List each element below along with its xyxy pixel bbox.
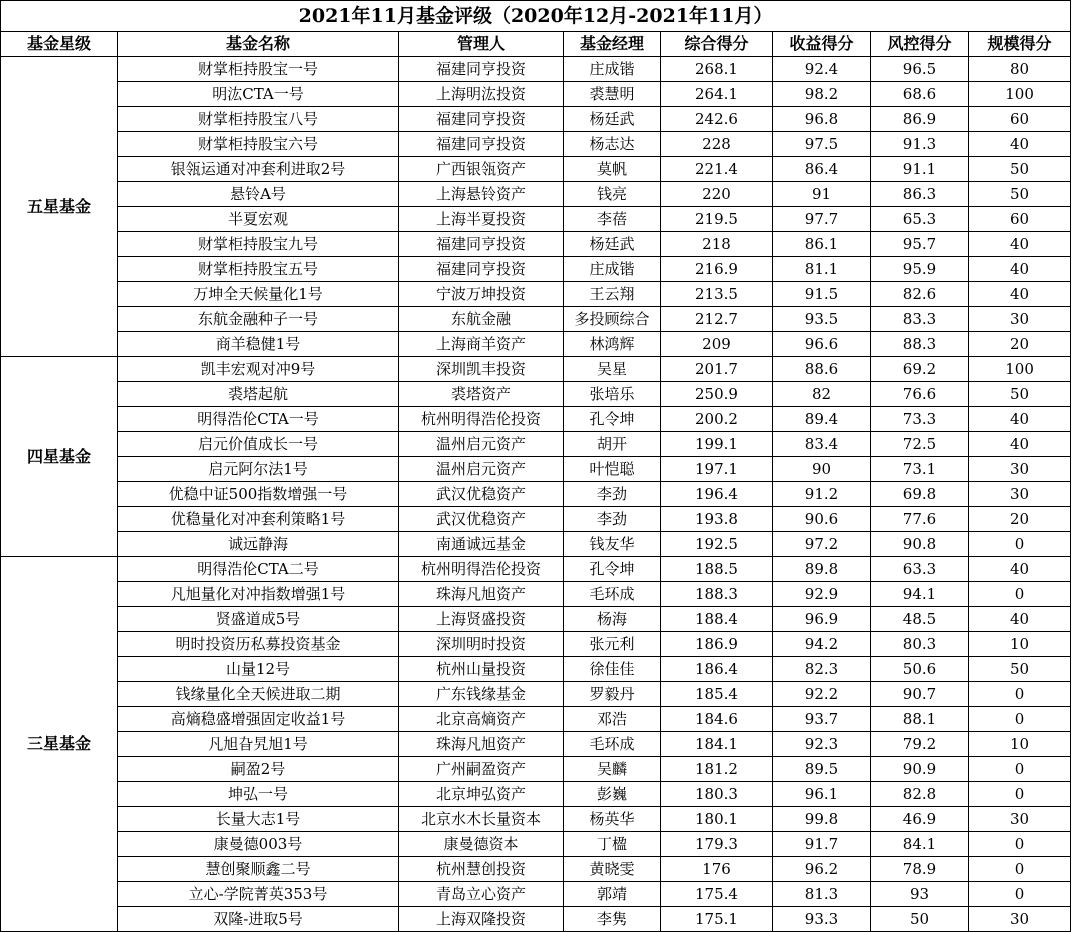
risk-score-cell: 50	[871, 907, 969, 932]
risk-score-cell: 82.8	[871, 782, 969, 807]
fund-manager-cell: 庄成锴	[564, 257, 661, 282]
table-row	[1, 657, 1071, 682]
table-row	[1, 257, 1071, 282]
table-row	[1, 232, 1071, 257]
manager-cell: 东航金融	[399, 307, 564, 332]
total-score-cell: 180.1	[661, 807, 773, 832]
scale-score-cell: 40	[969, 407, 1071, 432]
scale-score-cell: 40	[969, 607, 1071, 632]
risk-score-cell: 69.8	[871, 482, 969, 507]
tier-cell: 三星基金	[1, 557, 118, 932]
risk-score-cell: 91.1	[871, 157, 969, 182]
scale-score-cell: 60	[969, 207, 1071, 232]
return-score-cell: 88.6	[773, 357, 871, 382]
table-row	[1, 82, 1071, 107]
return-score-cell: 90	[773, 457, 871, 482]
risk-score-cell: 96.5	[871, 57, 969, 82]
manager-cell: 杭州山量投资	[399, 657, 564, 682]
fund-manager-cell: 张培乐	[564, 382, 661, 407]
risk-score-cell: 48.5	[871, 607, 969, 632]
fund-manager-cell: 彭巍	[564, 782, 661, 807]
return-score-cell: 92.9	[773, 582, 871, 607]
fund-manager-cell: 吴麟	[564, 757, 661, 782]
scale-score-cell: 0	[969, 882, 1071, 907]
manager-cell: 上海双隆投资	[399, 907, 564, 932]
scale-score-cell: 50	[969, 182, 1071, 207]
fund-manager-cell: 邓浩	[564, 707, 661, 732]
fund-manager-cell: 郭靖	[564, 882, 661, 907]
fund-manager-cell: 裘慧明	[564, 82, 661, 107]
table-row	[1, 157, 1071, 182]
table-body	[1, 1, 1071, 932]
scale-score-cell: 0	[969, 782, 1071, 807]
return-score-cell: 92.4	[773, 57, 871, 82]
fund-manager-cell: 杨廷武	[564, 107, 661, 132]
manager-cell: 上海商羊资产	[399, 332, 564, 357]
manager-cell: 南通诚远基金	[399, 532, 564, 557]
header-row	[1, 32, 1071, 57]
fund-manager-cell: 王云翔	[564, 282, 661, 307]
total-score-cell: 213.5	[661, 282, 773, 307]
manager-cell: 温州启元资产	[399, 457, 564, 482]
fund-manager-cell: 徐佳佳	[564, 657, 661, 682]
fund-manager-cell: 莫帆	[564, 157, 661, 182]
total-score-cell: 228	[661, 132, 773, 157]
return-score-cell: 93.5	[773, 307, 871, 332]
manager-cell: 福建同亨投资	[399, 132, 564, 157]
return-score-cell: 86.1	[773, 232, 871, 257]
table-row	[1, 132, 1071, 157]
total-score-cell: 188.3	[661, 582, 773, 607]
table-row	[1, 482, 1071, 507]
total-score-cell: 201.7	[661, 357, 773, 382]
fund-manager-cell: 毛环成	[564, 582, 661, 607]
risk-score-cell: 63.3	[871, 557, 969, 582]
table-row	[1, 57, 1071, 82]
manager-cell: 福建同亨投资	[399, 257, 564, 282]
scale-score-cell: 50	[969, 657, 1071, 682]
scale-score-cell: 0	[969, 582, 1071, 607]
scale-score-cell: 50	[969, 382, 1071, 407]
risk-score-cell: 90.8	[871, 532, 969, 557]
table-row	[1, 457, 1071, 482]
fund-name-cell: 财掌柜持股宝五号	[118, 257, 399, 282]
manager-cell: 温州启元资产	[399, 432, 564, 457]
table-row	[1, 707, 1071, 732]
risk-score-cell: 82.6	[871, 282, 969, 307]
fund-name-cell: 启元价值成长一号	[118, 432, 399, 457]
risk-score-cell: 78.9	[871, 857, 969, 882]
fund-name-cell: 财掌柜持股宝一号	[118, 57, 399, 82]
fund-name-cell: 长量大志1号	[118, 807, 399, 832]
total-score-cell: 188.4	[661, 607, 773, 632]
scale-score-cell: 0	[969, 532, 1071, 557]
manager-cell: 福建同亨投资	[399, 232, 564, 257]
fund-name-cell: 贤盛道成5号	[118, 607, 399, 632]
fund-manager-cell: 钱亮	[564, 182, 661, 207]
return-score-cell: 91.5	[773, 282, 871, 307]
scale-score-cell: 30	[969, 482, 1071, 507]
total-score-cell: 184.1	[661, 732, 773, 757]
return-score-cell: 91.2	[773, 482, 871, 507]
risk-score-cell: 86.9	[871, 107, 969, 132]
fund-name-cell: 财掌柜持股宝八号	[118, 107, 399, 132]
fund-manager-cell: 叶恺聪	[564, 457, 661, 482]
fund-manager-cell: 黄晓雯	[564, 857, 661, 882]
scale-score-cell: 20	[969, 507, 1071, 532]
table-row	[1, 357, 1071, 382]
return-score-cell: 91.7	[773, 832, 871, 857]
scale-score-cell: 0	[969, 832, 1071, 857]
scale-score-cell: 40	[969, 557, 1071, 582]
fund-manager-cell: 胡开	[564, 432, 661, 457]
table-row	[1, 532, 1071, 557]
return-score-cell: 96.2	[773, 857, 871, 882]
scale-score-cell: 100	[969, 357, 1071, 382]
fund-manager-cell: 张元利	[564, 632, 661, 657]
header-fund-name: 基金名称	[118, 32, 399, 57]
manager-cell: 福建同亨投资	[399, 57, 564, 82]
manager-cell: 深圳明时投资	[399, 632, 564, 657]
fund-manager-cell: 多投顾综合	[564, 307, 661, 332]
header-fund-manager: 基金经理	[564, 32, 661, 57]
manager-cell: 康曼德资本	[399, 832, 564, 857]
fund-manager-cell: 孔令坤	[564, 407, 661, 432]
fund-manager-cell: 杨海	[564, 607, 661, 632]
return-score-cell: 97.2	[773, 532, 871, 557]
fund-manager-cell: 杨志达	[564, 132, 661, 157]
total-score-cell: 185.4	[661, 682, 773, 707]
manager-cell: 青岛立心资产	[399, 882, 564, 907]
manager-cell: 杭州慧创投资	[399, 857, 564, 882]
scale-score-cell: 10	[969, 732, 1071, 757]
fund-manager-cell: 林鸿辉	[564, 332, 661, 357]
fund-manager-cell: 李蓓	[564, 207, 661, 232]
risk-score-cell: 65.3	[871, 207, 969, 232]
return-score-cell: 89.8	[773, 557, 871, 582]
fund-name-cell: 悬铃A号	[118, 182, 399, 207]
header-return-score: 收益得分	[773, 32, 871, 57]
manager-cell: 杭州明得浩伦投资	[399, 557, 564, 582]
return-score-cell: 94.2	[773, 632, 871, 657]
scale-score-cell: 50	[969, 157, 1071, 182]
fund-manager-cell: 罗毅丹	[564, 682, 661, 707]
risk-score-cell: 73.1	[871, 457, 969, 482]
fund-name-cell: 嗣盈2号	[118, 757, 399, 782]
risk-score-cell: 73.3	[871, 407, 969, 432]
total-score-cell: 250.9	[661, 382, 773, 407]
risk-score-cell: 94.1	[871, 582, 969, 607]
fund-manager-cell: 庄成锴	[564, 57, 661, 82]
total-score-cell: 188.5	[661, 557, 773, 582]
table-row	[1, 307, 1071, 332]
total-score-cell: 192.5	[661, 532, 773, 557]
scale-score-cell: 20	[969, 332, 1071, 357]
scale-score-cell: 0	[969, 857, 1071, 882]
return-score-cell: 97.7	[773, 207, 871, 232]
total-score-cell: 220	[661, 182, 773, 207]
risk-score-cell: 46.9	[871, 807, 969, 832]
return-score-cell: 82.3	[773, 657, 871, 682]
fund-manager-cell: 孔令坤	[564, 557, 661, 582]
fund-name-cell: 双隆-进取5号	[118, 907, 399, 932]
return-score-cell: 93.3	[773, 907, 871, 932]
risk-score-cell: 88.1	[871, 707, 969, 732]
table-row	[1, 382, 1071, 407]
fund-name-cell: 万坤全天候量化1号	[118, 282, 399, 307]
fund-manager-cell: 杨英华	[564, 807, 661, 832]
fund-manager-cell: 李劲	[564, 507, 661, 532]
return-score-cell: 89.5	[773, 757, 871, 782]
scale-score-cell: 30	[969, 457, 1071, 482]
manager-cell: 深圳凯丰投资	[399, 357, 564, 382]
tier-cell: 四星基金	[1, 357, 118, 557]
tier-cell: 五星基金	[1, 57, 118, 357]
manager-cell: 珠海凡旭资产	[399, 732, 564, 757]
table-row	[1, 832, 1071, 857]
scale-score-cell: 30	[969, 807, 1071, 832]
return-score-cell: 90.6	[773, 507, 871, 532]
scale-score-cell: 40	[969, 232, 1071, 257]
fund-name-cell: 诚远静海	[118, 532, 399, 557]
total-score-cell: 193.8	[661, 507, 773, 532]
fund-name-cell: 康曼德003号	[118, 832, 399, 857]
risk-score-cell: 79.2	[871, 732, 969, 757]
return-score-cell: 82	[773, 382, 871, 407]
return-score-cell: 93.7	[773, 707, 871, 732]
risk-score-cell: 90.7	[871, 682, 969, 707]
return-score-cell: 92.2	[773, 682, 871, 707]
total-score-cell: 199.1	[661, 432, 773, 457]
total-score-cell: 175.4	[661, 882, 773, 907]
total-score-cell: 186.9	[661, 632, 773, 657]
manager-cell: 广州嗣盈资产	[399, 757, 564, 782]
fund-name-cell: 启元阿尔法1号	[118, 457, 399, 482]
total-score-cell: 196.4	[661, 482, 773, 507]
fund-name-cell: 东航金融种子一号	[118, 307, 399, 332]
manager-cell: 北京坤弘资产	[399, 782, 564, 807]
fund-name-cell: 优稳中证500指数增强一号	[118, 482, 399, 507]
fund-name-cell: 坤弘一号	[118, 782, 399, 807]
scale-score-cell: 30	[969, 907, 1071, 932]
return-score-cell: 92.3	[773, 732, 871, 757]
return-score-cell: 96.1	[773, 782, 871, 807]
return-score-cell: 86.4	[773, 157, 871, 182]
manager-cell: 珠海凡旭资产	[399, 582, 564, 607]
table-row	[1, 632, 1071, 657]
return-score-cell: 96.8	[773, 107, 871, 132]
fund-name-cell: 凡旭量化对冲指数增强1号	[118, 582, 399, 607]
fund-name-cell: 明汯CTA一号	[118, 82, 399, 107]
total-score-cell: 218	[661, 232, 773, 257]
fund-name-cell: 凡旭旮旯旭1号	[118, 732, 399, 757]
fund-name-cell: 半夏宏观	[118, 207, 399, 232]
total-score-cell: 184.6	[661, 707, 773, 732]
risk-score-cell: 72.5	[871, 432, 969, 457]
fund-name-cell: 银瓴运通对冲套利进取2号	[118, 157, 399, 182]
manager-cell: 广东钱缘基金	[399, 682, 564, 707]
total-score-cell: 180.3	[661, 782, 773, 807]
table-row	[1, 432, 1071, 457]
scale-score-cell: 0	[969, 682, 1071, 707]
fund-name-cell: 财掌柜持股宝九号	[118, 232, 399, 257]
header-total-score: 综合得分	[661, 32, 773, 57]
total-score-cell: 219.5	[661, 207, 773, 232]
fund-name-cell: 钱缘量化全天候进取二期	[118, 682, 399, 707]
table-row	[1, 332, 1071, 357]
total-score-cell: 268.1	[661, 57, 773, 82]
return-score-cell: 97.5	[773, 132, 871, 157]
total-score-cell: 242.6	[661, 107, 773, 132]
header-manager: 管理人	[399, 32, 564, 57]
total-score-cell: 200.2	[661, 407, 773, 432]
manager-cell: 上海半夏投资	[399, 207, 564, 232]
return-score-cell: 98.2	[773, 82, 871, 107]
table-row	[1, 282, 1071, 307]
total-score-cell: 264.1	[661, 82, 773, 107]
table-row	[1, 882, 1071, 907]
total-score-cell: 212.7	[661, 307, 773, 332]
table-row	[1, 507, 1071, 532]
manager-cell: 宁波万坤投资	[399, 282, 564, 307]
fund-name-cell: 裘塔起航	[118, 382, 399, 407]
fund-name-cell: 高熵稳盛增强固定收益1号	[118, 707, 399, 732]
total-score-cell: 197.1	[661, 457, 773, 482]
scale-score-cell: 10	[969, 632, 1071, 657]
scale-score-cell: 0	[969, 707, 1071, 732]
fund-manager-cell: 李劲	[564, 482, 661, 507]
fund-name-cell: 慧创聚顺鑫二号	[118, 857, 399, 882]
fund-name-cell: 凯丰宏观对冲9号	[118, 357, 399, 382]
risk-score-cell: 90.9	[871, 757, 969, 782]
return-score-cell: 81.3	[773, 882, 871, 907]
table-row	[1, 107, 1071, 132]
table-row	[1, 207, 1071, 232]
manager-cell: 杭州明得浩伦投资	[399, 407, 564, 432]
table-row	[1, 757, 1071, 782]
scale-score-cell: 60	[969, 107, 1071, 132]
return-score-cell: 89.4	[773, 407, 871, 432]
manager-cell: 上海悬铃资产	[399, 182, 564, 207]
risk-score-cell: 83.3	[871, 307, 969, 332]
risk-score-cell: 91.3	[871, 132, 969, 157]
risk-score-cell: 68.6	[871, 82, 969, 107]
fund-manager-cell: 丁楹	[564, 832, 661, 857]
risk-score-cell: 84.1	[871, 832, 969, 857]
fund-name-cell: 财掌柜持股宝六号	[118, 132, 399, 157]
manager-cell: 上海明汯投资	[399, 82, 564, 107]
total-score-cell: 175.1	[661, 907, 773, 932]
manager-cell: 裘塔资产	[399, 382, 564, 407]
title-row	[1, 1, 1071, 32]
risk-score-cell: 93	[871, 882, 969, 907]
scale-score-cell: 80	[969, 57, 1071, 82]
return-score-cell: 96.6	[773, 332, 871, 357]
total-score-cell: 181.2	[661, 757, 773, 782]
total-score-cell: 176	[661, 857, 773, 882]
table-row	[1, 807, 1071, 832]
table-row	[1, 182, 1071, 207]
risk-score-cell: 77.6	[871, 507, 969, 532]
return-score-cell: 91	[773, 182, 871, 207]
risk-score-cell: 76.6	[871, 382, 969, 407]
table-row	[1, 782, 1071, 807]
header-tier: 基金星级	[1, 32, 118, 57]
total-score-cell: 221.4	[661, 157, 773, 182]
table-row	[1, 407, 1071, 432]
risk-score-cell: 69.2	[871, 357, 969, 382]
header-scale-score: 规模得分	[969, 32, 1071, 57]
scale-score-cell: 100	[969, 82, 1071, 107]
fund-name-cell: 商羊稳健1号	[118, 332, 399, 357]
manager-cell: 福建同亨投资	[399, 107, 564, 132]
scale-score-cell: 40	[969, 432, 1071, 457]
fund-manager-cell: 李隽	[564, 907, 661, 932]
manager-cell: 北京水木长量资本	[399, 807, 564, 832]
fund-name-cell: 明得浩伦CTA二号	[118, 557, 399, 582]
fund-manager-cell: 钱友华	[564, 532, 661, 557]
table-row	[1, 732, 1071, 757]
risk-score-cell: 88.3	[871, 332, 969, 357]
risk-score-cell: 86.3	[871, 182, 969, 207]
return-score-cell: 99.8	[773, 807, 871, 832]
manager-cell: 广西银瓴资产	[399, 157, 564, 182]
table-row	[1, 907, 1071, 932]
risk-score-cell: 80.3	[871, 632, 969, 657]
risk-score-cell: 95.7	[871, 232, 969, 257]
table-title: 2021年11月基金评级（2020年12月-2021年11月）	[1, 1, 1071, 32]
fund-manager-cell: 毛环成	[564, 732, 661, 757]
manager-cell: 北京高熵资产	[399, 707, 564, 732]
scale-score-cell: 0	[969, 757, 1071, 782]
fund-name-cell: 立心-学院菁英353号	[118, 882, 399, 907]
fund-name-cell: 优稳量化对冲套利策略1号	[118, 507, 399, 532]
total-score-cell: 209	[661, 332, 773, 357]
manager-cell: 上海贤盛投资	[399, 607, 564, 632]
fund-manager-cell: 杨廷武	[564, 232, 661, 257]
table-row	[1, 857, 1071, 882]
scale-score-cell: 40	[969, 282, 1071, 307]
table-row	[1, 682, 1071, 707]
fund-name-cell: 明得浩伦CTA一号	[118, 407, 399, 432]
fund-manager-cell: 吴星	[564, 357, 661, 382]
scale-score-cell: 40	[969, 132, 1071, 157]
risk-score-cell: 95.9	[871, 257, 969, 282]
total-score-cell: 179.3	[661, 832, 773, 857]
fund-name-cell: 明时投资历私募投资基金	[118, 632, 399, 657]
return-score-cell: 96.9	[773, 607, 871, 632]
total-score-cell: 186.4	[661, 657, 773, 682]
total-score-cell: 216.9	[661, 257, 773, 282]
table-row	[1, 607, 1071, 632]
manager-cell: 武汉优稳资产	[399, 507, 564, 532]
table-row	[1, 582, 1071, 607]
fund-name-cell: 山量12号	[118, 657, 399, 682]
risk-score-cell: 50.6	[871, 657, 969, 682]
return-score-cell: 81.1	[773, 257, 871, 282]
scale-score-cell: 40	[969, 257, 1071, 282]
table-row	[1, 557, 1071, 582]
manager-cell: 武汉优稳资产	[399, 482, 564, 507]
scale-score-cell: 30	[969, 307, 1071, 332]
return-score-cell: 83.4	[773, 432, 871, 457]
header-risk-score: 风控得分	[871, 32, 969, 57]
